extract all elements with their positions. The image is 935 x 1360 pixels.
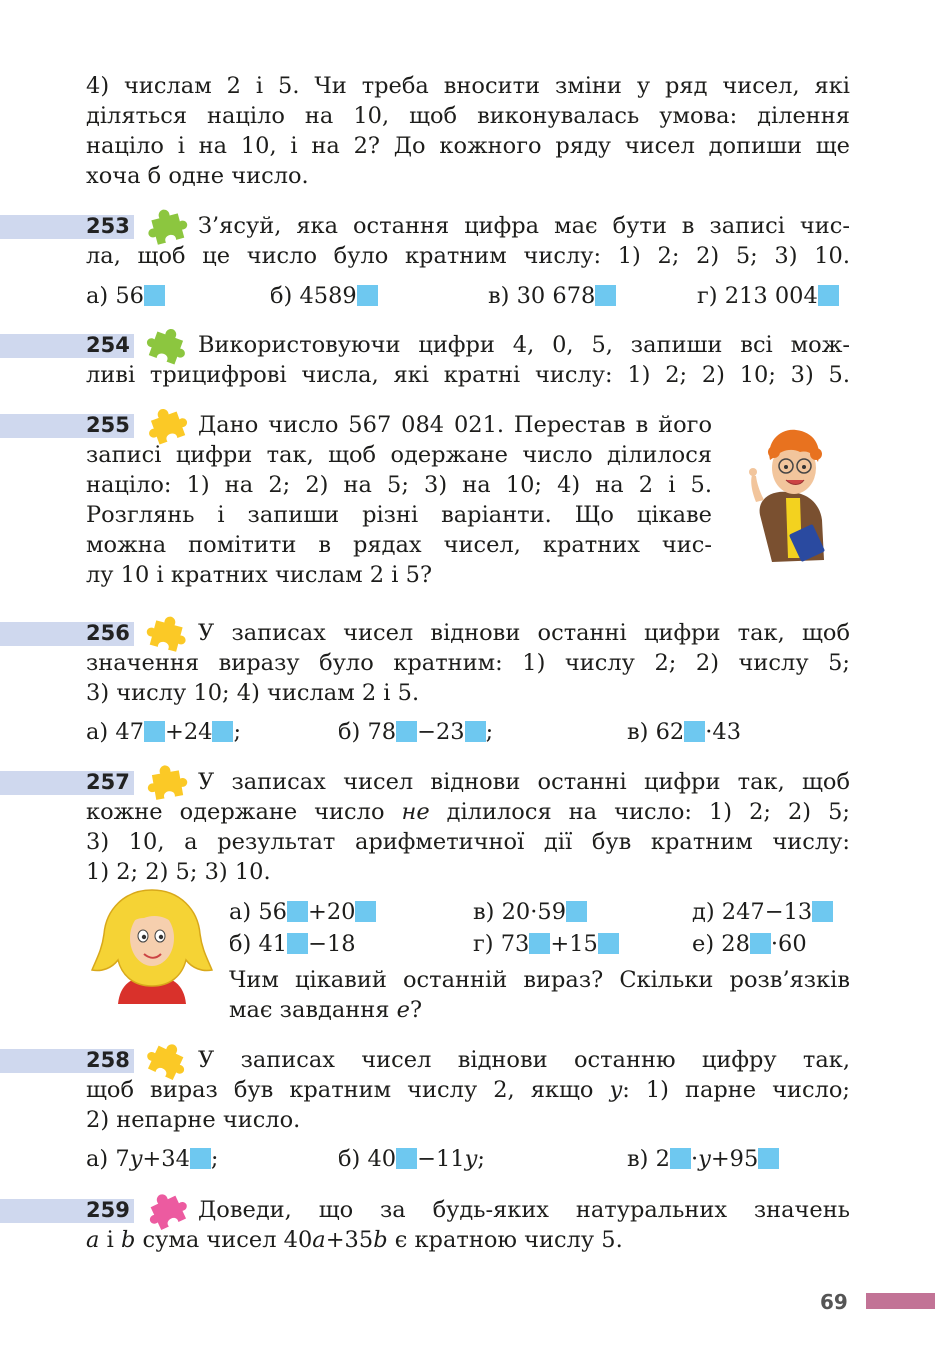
- option-a: а) 56: [86, 280, 165, 312]
- answer-box[interactable]: [355, 901, 376, 922]
- task-number: 257: [86, 770, 130, 794]
- answer-box[interactable]: [812, 901, 833, 922]
- option-b: б) 41 −18: [229, 931, 356, 957]
- option-b: б) 4589: [270, 280, 378, 312]
- option-v: в) 2 ·y+95: [627, 1143, 779, 1175]
- option-a: а) 56 +20: [229, 896, 376, 928]
- option-v: в) 20·59: [473, 896, 587, 928]
- answer-box[interactable]: [396, 721, 417, 742]
- task-253-options: [86, 280, 856, 312]
- answer-box[interactable]: [758, 1148, 779, 1169]
- answer-box[interactable]: [396, 1148, 417, 1169]
- answer-box[interactable]: [818, 285, 839, 306]
- option-a: а) 47 +24 ;: [86, 719, 242, 745]
- page-bar: [866, 1293, 935, 1309]
- task-255-line-3: націло: 1) на 2; 2) на 5; 3) на 10; 4) на 2 і 5.: [86, 472, 712, 498]
- answer-box[interactable]: [357, 285, 378, 306]
- task-257-question-2: має завдання е?: [229, 997, 423, 1023]
- option-v: в) 30 678: [488, 280, 616, 312]
- intro-line-3: націло і на 10, і на 2? До кожного ряду чисел допиши ще: [86, 133, 850, 159]
- task-number: 256: [86, 621, 130, 645]
- answer-box[interactable]: [566, 901, 587, 922]
- task-258-line-2: щоб вираз був кратним числу 2, якщо y: 1) парне число;: [86, 1077, 851, 1103]
- page-number: 69: [820, 1290, 848, 1314]
- answer-box[interactable]: [750, 933, 771, 954]
- task-number: 259: [86, 1198, 130, 1222]
- task-257-question-1: Чим цікавий останній вираз? Скільки розв’язків: [229, 967, 850, 993]
- task-258-line-1: У записах чисел віднови останню цифру так,: [198, 1047, 850, 1073]
- option-b: б) 78 −23 ;: [338, 719, 494, 745]
- option-g: г) 73 +15: [473, 928, 619, 960]
- boy-illustration: [742, 420, 834, 570]
- task-254-line-2: ливі трицифрові числа, які кратні числу: 1) 2; 2) 10; 3) 5.: [86, 362, 850, 388]
- task-254-line-1: Використовуючи цифри 4, 0, 5, запиши всі мож-: [198, 332, 850, 358]
- option-b: б) 40 −11y;: [338, 1146, 485, 1172]
- answer-box[interactable]: [287, 901, 308, 922]
- task-number: 255: [86, 413, 130, 437]
- task-255-line-2: записі цифри так, щоб одержане число ділилося: [86, 442, 712, 468]
- answer-box[interactable]: [670, 1148, 691, 1169]
- task-258-line-3: 2) непарне число.: [86, 1107, 301, 1133]
- answer-box[interactable]: [144, 285, 165, 306]
- task-259-line-2: a і b сума чисел 40a+35b є кратною числу 5.: [86, 1227, 623, 1253]
- task-259-line-1: Доведи, що за будь-яких натуральних значень: [198, 1197, 850, 1223]
- answer-box[interactable]: [598, 933, 619, 954]
- answer-box[interactable]: [212, 721, 233, 742]
- answer-box[interactable]: [144, 721, 165, 742]
- answer-box[interactable]: [190, 1148, 211, 1169]
- answer-box[interactable]: [465, 721, 486, 742]
- task-257-line-4: 1) 2; 2) 5; 3) 10.: [86, 859, 271, 885]
- answer-box[interactable]: [684, 721, 705, 742]
- task-255-line-6: лу 10 і кратних числам 2 і 5?: [86, 562, 433, 588]
- task-255-line-5: можна помітити в рядах чисел, кратних чис-: [86, 532, 712, 558]
- task-256-line-1: У записах чисел віднови останні цифри так, щоб: [198, 620, 850, 646]
- option-a: а) 7y+34 ;: [86, 1146, 219, 1172]
- task-255-line-4: Розглянь і запиши різні варіанти. Що цікаве: [86, 502, 712, 528]
- option-e: е) 28 ·60: [692, 931, 807, 957]
- task-256-line-2: значення виразу було кратним: 1) числу 2; 2) числу 5;: [86, 650, 850, 676]
- task-257-options-row-1: [229, 896, 859, 928]
- option-v: в) 62 ·43: [627, 719, 742, 745]
- task-257-line-3: 3) 10, а результат арифметичної дії був кратним числу:: [86, 829, 850, 855]
- task-number: 253: [86, 214, 130, 238]
- answer-box[interactable]: [287, 933, 308, 954]
- task-number: 254: [86, 333, 130, 357]
- intro-line-4: хоча б одне число.: [86, 163, 309, 189]
- option-g: г) 213 004: [697, 280, 839, 312]
- task-257-options-row-2: [229, 928, 859, 960]
- task-number: 258: [86, 1048, 130, 1072]
- task-257-line-1: У записах чисел віднови останні цифри так, щоб: [198, 769, 850, 795]
- task-255-line-1: Дано число 567 084 021. Перестав в його: [198, 412, 712, 438]
- girl-illustration: [88, 884, 216, 1014]
- option-d: д) 247−13: [692, 896, 833, 928]
- task-256-line-3: 3) числу 10; 4) числам 2 і 5.: [86, 680, 420, 706]
- task-253-line-2: ла, щоб це число було кратним числу: 1) 2; 2) 5; 3) 10.: [86, 243, 850, 269]
- answer-box[interactable]: [529, 933, 550, 954]
- task-253-line-1: З’ясуй, яка остання цифра має бути в записі чис-: [198, 213, 850, 239]
- answer-box[interactable]: [595, 285, 616, 306]
- intro-line-1: 4) числам 2 і 5. Чи треба вносити зміни у ряд чисел, які: [86, 73, 850, 99]
- intro-line-2: діляться націло на 10, щоб виконувалась умова: ділення: [86, 103, 850, 129]
- task-256-options: [86, 716, 856, 748]
- task-258-options: [86, 1143, 856, 1175]
- task-257-line-2: кожне одержане число не ділилося на число: 1) 2; 2) 5;: [86, 799, 850, 825]
